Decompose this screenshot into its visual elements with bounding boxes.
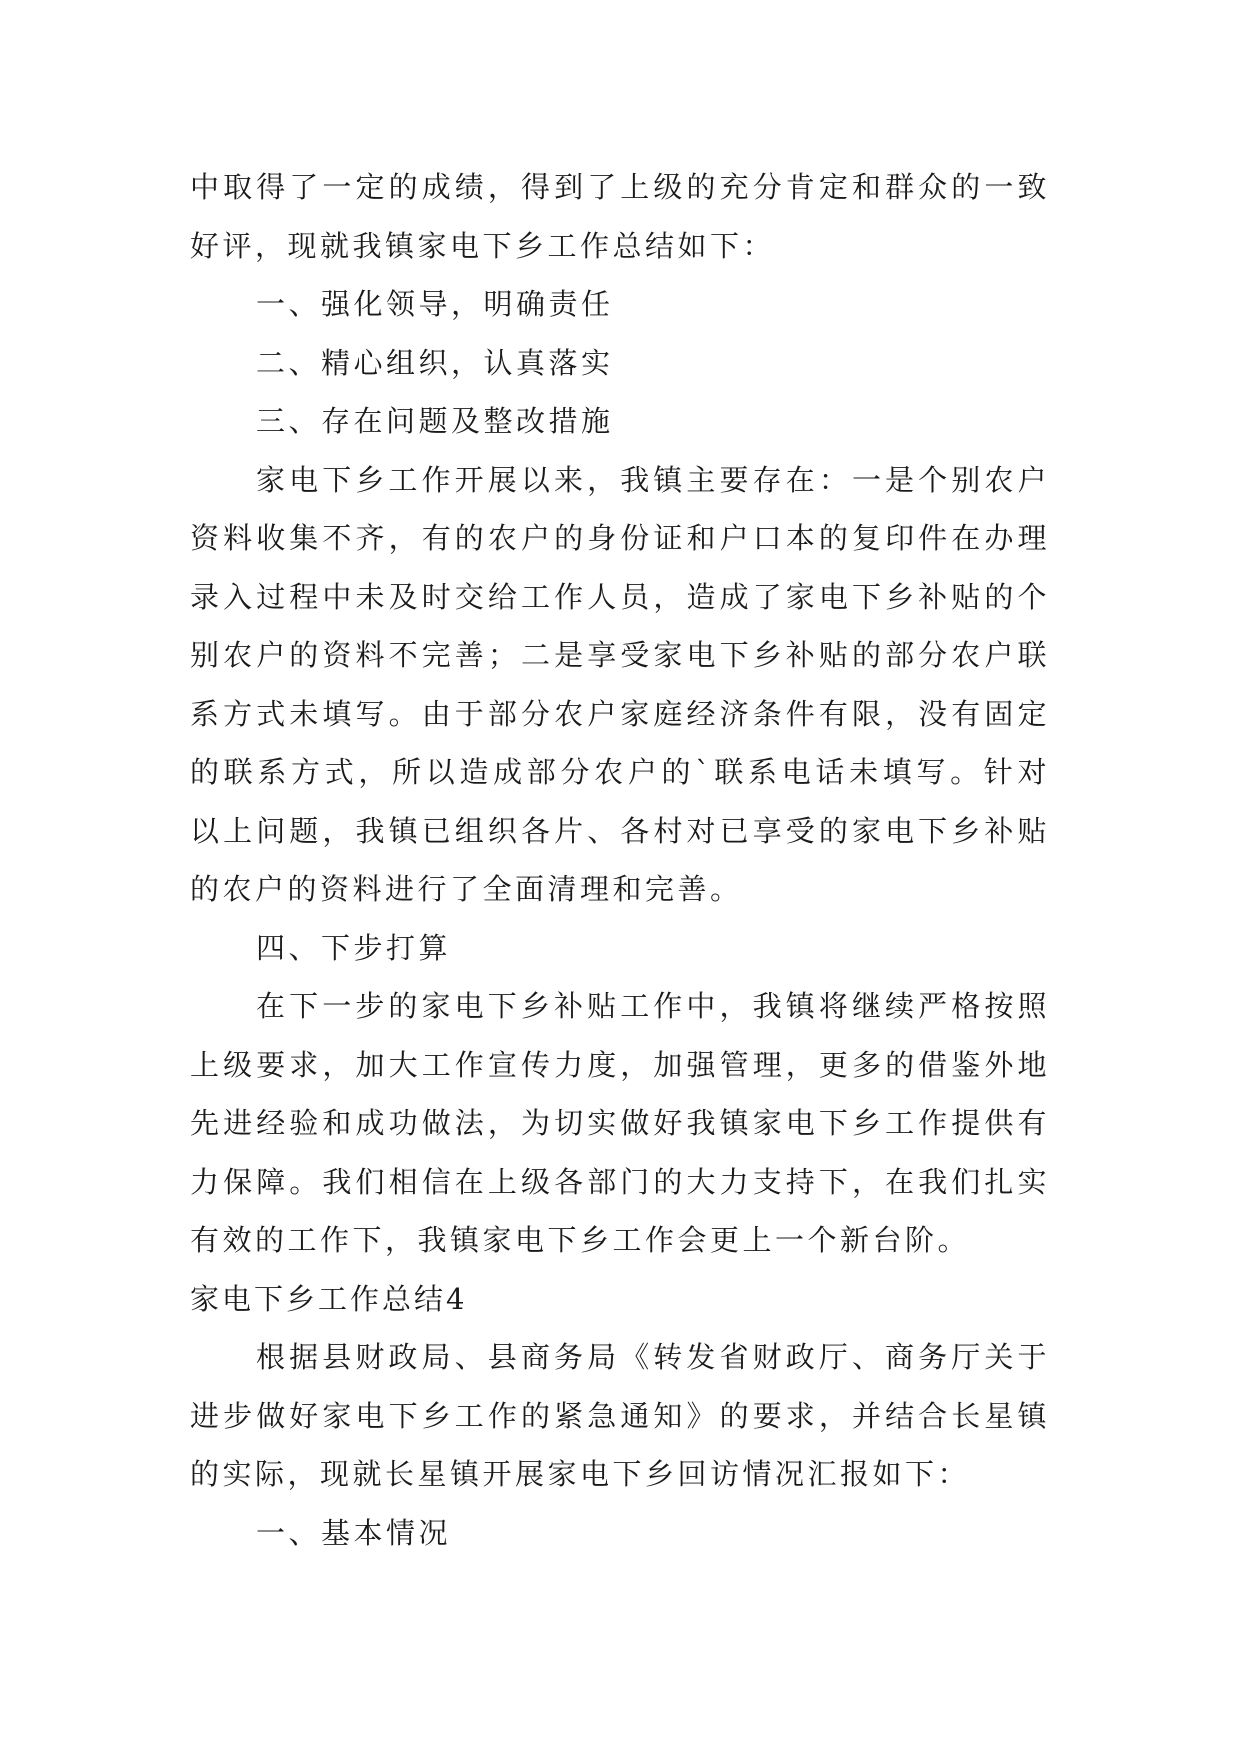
heading-problems-and-measures: 三、存在问题及整改措施 <box>256 404 614 438</box>
heading-careful-organization: 二、精心组织，认真落实 <box>256 345 614 380</box>
heading-basic-situation: 一、基本情况 <box>256 1515 452 1550</box>
section-title: 家电下乡工作总结4 <box>190 1281 468 1316</box>
paragraph-next-steps: 在下一步的家电下乡补贴工作中，我镇将继续严格按照上级要求，加大工作宣传力度，加强管理，更多的借鉴外地先进经验和成功做法，为切实做好我镇家电下乡工作提供有力保障。我们相信在上级各部门的大力支持下，在我们扎实有效的工作下，我镇家电下乡工作会更上一个新台阶。 <box>190 989 1050 1257</box>
document-body <box>190 158 1050 1562</box>
heading-strengthen-leadership: 一、强化领导，明确责任 <box>256 287 614 321</box>
paragraph-intro: 根据县财政局、县商务局《转发省财政厅、商务厅关于进步做好家电下乡工作的紧急通知》的要求，并结合长星镇的实际，现就长星镇开展家电下乡回访情况汇报如下： <box>190 1340 1050 1491</box>
paragraph-problems: 家电下乡工作开展以来，我镇主要存在：一是个别农户资料收集不齐，有的农户的身份证和户口本的复印件在办理录入过程中未及时交给工作人员，造成了家电下乡补贴的个别农户的资料不完善；二是享受家电下乡补贴的部分农户联系方式未填写。由于部分农户家庭经济条件有限，没有固定的联系方式，所以造成部分农户的`联系电话未填写。针对以上问题，我镇已组织各片、各村对已享受的家电下乡补贴的农户的资料进行了全面清理和完善。 <box>190 462 1050 906</box>
paragraph-continuation: 中取得了一定的成绩，得到了上级的充分肯定和群众的一致好评，现就我镇家电下乡工作总结如下： <box>190 170 1050 263</box>
heading-next-steps: 四、下步打算 <box>256 930 452 965</box>
